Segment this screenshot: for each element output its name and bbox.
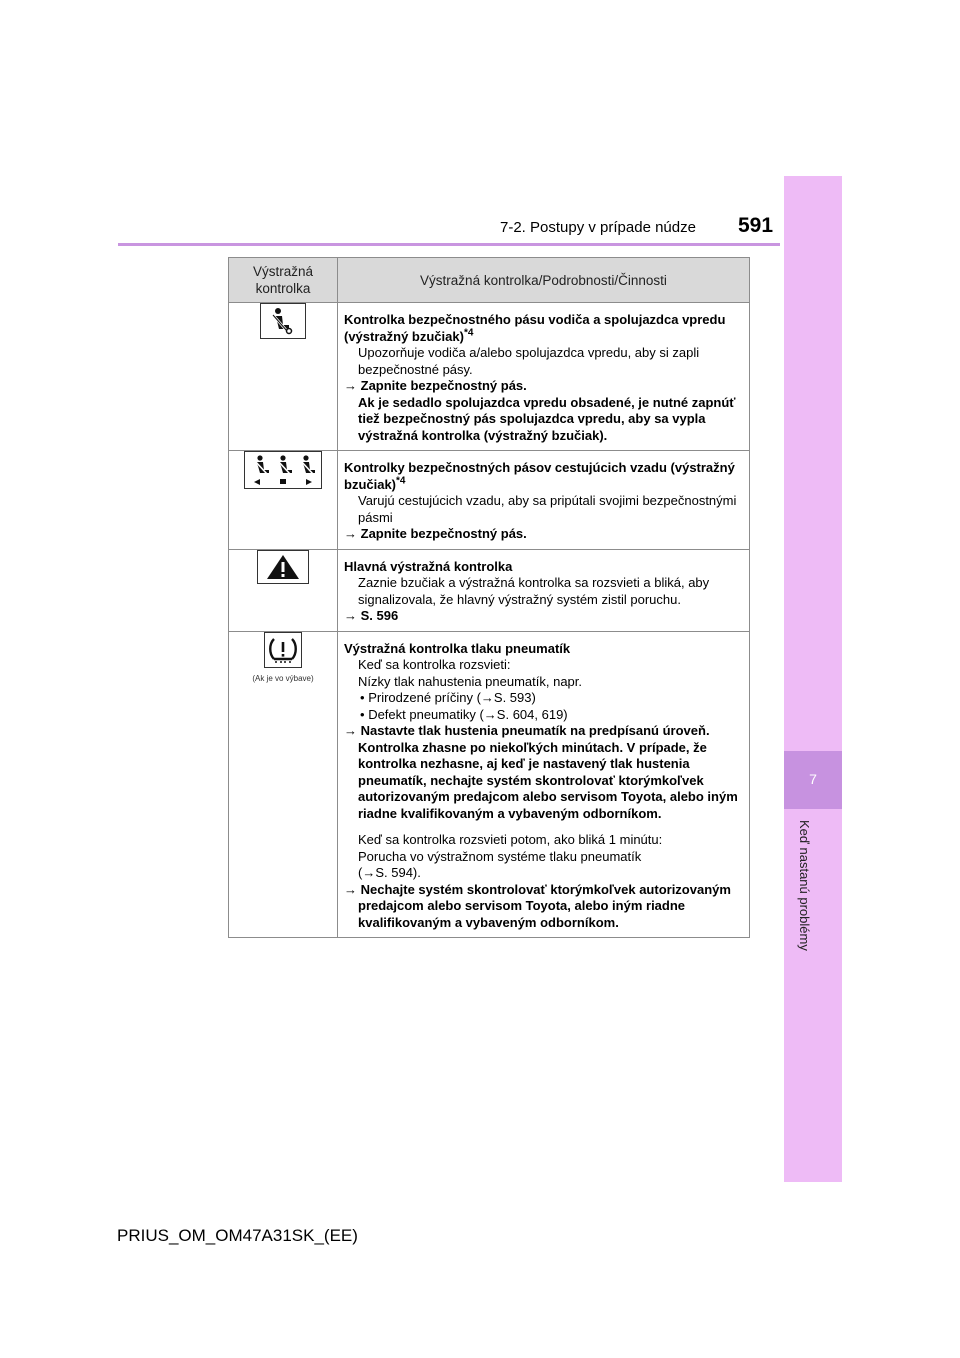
icon-cell — [229, 549, 338, 631]
chapter-side-tab — [784, 176, 842, 1182]
footer-doc-code: PRIUS_OM_OM47A31SK_(EE) — [117, 1226, 358, 1245]
warning-action-detail: Ak je sedadlo spolujazdca vpredu obsadené, je nutné zapnúť tiež bezpečnostný pás spolujazdca vpredu, aby sa vypla výstražná kontrolka (výstražný bzučiak). — [358, 394, 736, 443]
arrow-icon: → — [344, 378, 357, 393]
warning-action — [344, 723, 745, 740]
chapter-number: 7 — [809, 771, 817, 787]
cause-text: Nízky tlak nahustenia pneumatík, napr. — [358, 673, 583, 689]
rear-seatbelt-reminder-icon — [244, 451, 322, 489]
page-number: 591 — [738, 214, 774, 237]
warning-title: Výstražná kontrolka tlaku pneumatík — [344, 640, 571, 656]
warning-action — [344, 608, 745, 625]
icon-cell — [229, 451, 338, 550]
condition-text: Keď sa kontrolka rozsvieti potom, ako bliká 1 minútu: — [358, 832, 663, 847]
footnote-mark: *4 — [463, 327, 474, 339]
title-text: Kontrolka bezpečnostného pásu vodiča a spolujazdca vpredu (výstražný bzučiak) — [344, 312, 726, 344]
bullet-item — [344, 690, 745, 707]
arrow-icon: → — [344, 608, 357, 623]
table-row — [229, 549, 750, 631]
bullet-mark: • — [360, 690, 365, 705]
bullet-item — [344, 707, 745, 724]
action-text: Nastavte tlak hustenia pneumatík na predpísanú úroveň. — [360, 723, 710, 738]
footnote-mark: *4 — [396, 475, 406, 487]
cause-text: Porucha vo výstražnom systéme tlaku pneumatík — [358, 848, 642, 864]
action-text: Zapnite bezpečnostný pás. — [360, 526, 527, 541]
optional-equipment-note: (Ak je vo výbave) — [252, 674, 314, 683]
arrow-icon: → — [362, 865, 376, 880]
action-text: Zapnite bezpečnostný pás. — [360, 378, 527, 393]
bullet-mark: • — [360, 706, 365, 722]
header-details: Výstražná kontrolka/Podrobnosti/Činnosti — [338, 258, 750, 303]
page-reference: S. 593) — [493, 690, 536, 705]
icon-cell — [229, 631, 338, 938]
table-row — [229, 303, 750, 451]
warning-title — [344, 312, 745, 345]
warning-description: Varujú cestujúcich vzadu, aby sa pripútali svojimi bezpečnostnými pásmi — [358, 493, 737, 525]
page-reference: S. 604, 619) — [496, 706, 568, 722]
page-reference: S. 594). — [375, 865, 421, 880]
paren-text: ( — [358, 865, 363, 880]
warning-light-table — [228, 257, 750, 938]
warning-description: Zaznie bzučiak a výstražná kontrolka sa rozsvieti a bliká, aby signalizovala, že hlavný výstražný systém zistil poruchu. — [358, 575, 710, 607]
arrow-icon: → — [480, 690, 494, 705]
warning-action — [344, 526, 745, 543]
seatbelt-reminder-icon — [260, 303, 306, 339]
arrow-icon: → — [344, 881, 357, 897]
tire-pressure-warning-icon — [264, 632, 302, 668]
table-header-row — [229, 258, 750, 303]
details-cell — [338, 631, 750, 938]
condition-text: Keď sa kontrolka rozsvieti: — [358, 657, 511, 672]
bullet-text: Defekt pneumatiky ( — [368, 706, 484, 722]
page-reference-line — [344, 865, 745, 882]
chapter-label: Keď nastanú problémy — [797, 820, 812, 951]
warning-action-detail: Kontrolka zhasne po niekoľkých minútach. V prípade, že kontrolka nezhasne, aj keď je nastavený tlak hustenia pneumatík, nechajte systém skontrolovať ktorýmkoľvek autorizovaným predajcom alebo servisom Toyota, alebo iným riadne kvalifikovaným a vybaveným odborníkom. — [358, 739, 738, 821]
section-title: 7-2. Postupy v prípade núdze — [500, 219, 696, 236]
arrow-icon: → — [483, 706, 497, 722]
action-text: Nechajte systém skontrolovať ktorýmkoľvek autorizovaným predajcom alebo servisom Toyota, alebo iným riadne kvalifikovaným a vybaveným odborníkom. — [358, 881, 731, 930]
header-divider — [118, 243, 780, 246]
warning-description: Upozorňuje vodiča a/alebo spolujazdca vpredu, aby si zapli bezpečnostné pásy. — [358, 345, 700, 377]
title-text: Kontrolky bezpečnostných pásov cestujúcich vzadu (výstražný bzučiak) — [344, 460, 735, 492]
warning-action — [344, 882, 745, 932]
warning-title — [344, 460, 745, 493]
table-row — [229, 451, 750, 550]
table-row — [229, 631, 750, 938]
details-cell — [338, 303, 750, 451]
arrow-icon: → — [344, 723, 357, 738]
warning-title: Hlavná výstražná kontrolka — [344, 558, 513, 574]
icon-cell — [229, 303, 338, 451]
details-cell — [338, 549, 750, 631]
action-text: S. 596 — [360, 608, 399, 623]
arrow-icon: → — [344, 526, 357, 541]
bullet-text: Prirodzené príčiny ( — [368, 690, 481, 705]
warning-action — [344, 378, 745, 395]
details-cell — [338, 451, 750, 550]
master-warning-icon — [257, 550, 309, 584]
header-warning-light: Výstražná kontrolka — [229, 258, 338, 303]
